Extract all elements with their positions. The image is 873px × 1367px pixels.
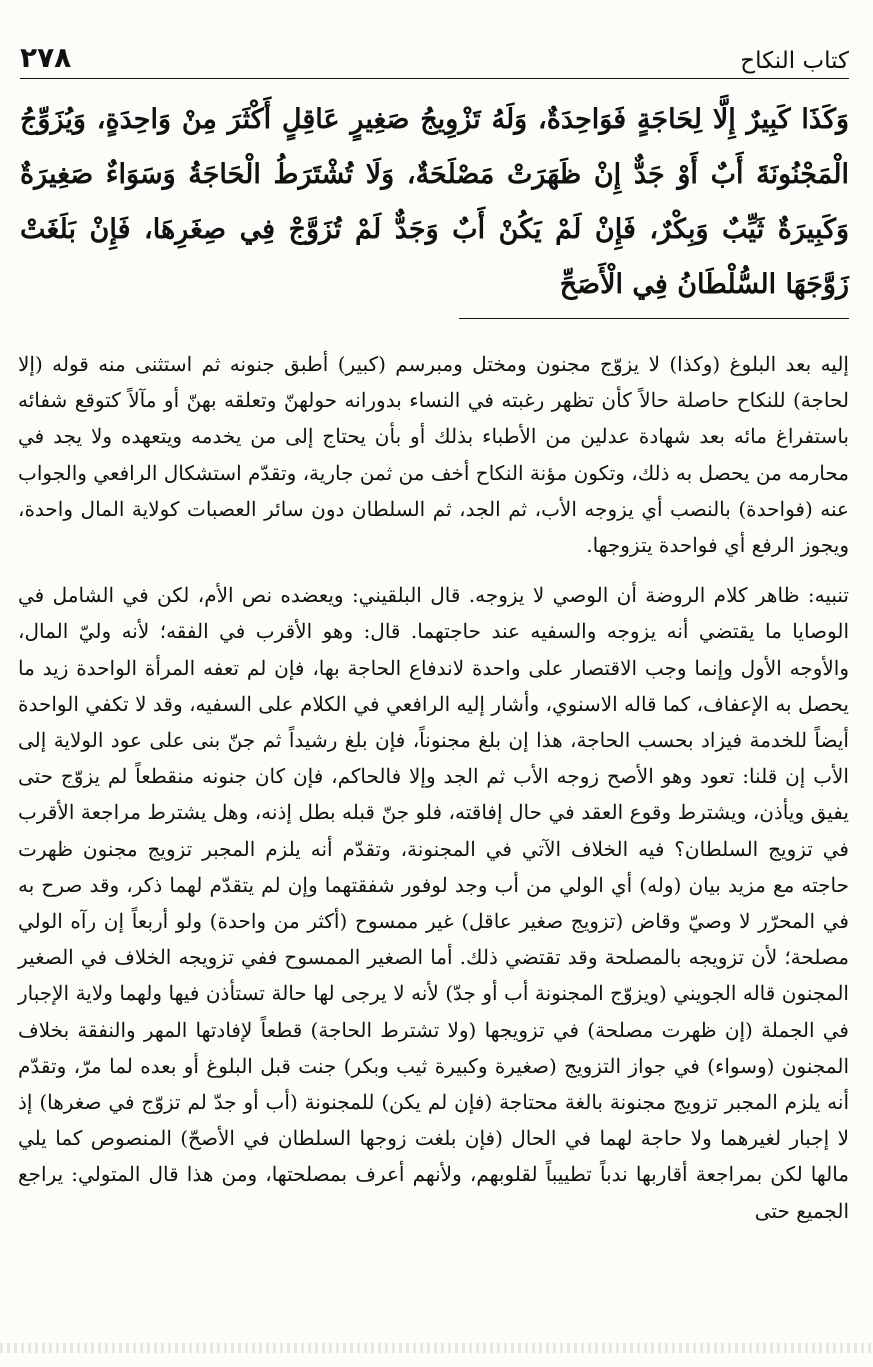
commentary (18, 346, 849, 1229)
page-header (20, 34, 849, 79)
book-title: كتاب النكاح (740, 48, 849, 74)
main-text-paragraph: وَكَذَا كَبِيرٌ إِلَّا لِحَاجَةٍ فَوَاحِدَةٌ، وَلَهُ تَزْوِيجُ صَغِيرٍ عَاقِلٍ أَكْثَرَ مِنْ وَاحِدَةٍ، وَيُزَوِّجُ الْمَجْنُونَةَ أَبٌ أَوْ جَدٌّ إِنْ ظَهَرَتْ مَصْلَحَةٌ، وَلَا تُشْتَرَطُ الْحَاجَةُ وَسَوَاءٌ صَغِيرَةٌ وَكَبِيرَةٌ ثَيِّبٌ وَبِكْرٌ، فَإِنْ لَمْ يَكُنْ أَبٌ وَجَدٌّ لَمْ تُزَوَّجْ فِي صِغَرِهَا، فَإِنْ بَلَغَتْ زَوَّجَهَا السُّلْطَانُ فِي الْأَصَحِّ (20, 104, 849, 300)
separator-rule (459, 318, 849, 319)
scan-edge-noise (0, 1343, 873, 1353)
main-text (20, 92, 849, 312)
commentary-paragraph-1: إليه بعد البلوغ (وكذا) لا يزوّج مجنون ومختل ومبرسم (كبير) أطبق جنونه ثم استثنى منه قوله (إلا لحاجة) للنكاح حاصلة حالاً كأن تظهر رغبته في النساء بدورانه حولهنّ وتعلقه بهنّ أو مآلاً كتوقع شفائه باستفراغ مائه بعد شهادة عدلين من الأطباء بذلك أو بأن يحتاج إلى من يخدمه ويتعهده ولا يجد في محارمه من يحصل به ذلك، وتكون مؤنة النكاح أخف من ثمن جارية، وتقدّم استشكال الرافعي والجواب عنه (فواحدة) بالنصب أي يزوجه الأب، ثم الجد، ثم السلطان دون سائر العصبات كولاية المال واحدة، ويجوز الرفع أي فواحدة يتزوجها. (18, 352, 849, 558)
commentary-paragraph-2: تنبيه: ظاهر كلام الروضة أن الوصي لا يزوجه. قال البلقيني: ويعضده نص الأم، لكن في الشامل في الوصايا ما يقتضي أنه يزوجه والسفيه عند حاجتهما. قال: وهو الأقرب في الفقه؛ لأنه وليّ المال، والأوجه الأول وإنما وجب الاقتصار على واحدة لاندفاع الحاجة بها، فإن لم تعفه المرأة الواحدة زيد ما يحصل به الإعفاف، كما قاله الاسنوي، وأشار إليه الرافعي في الكلام على السفيه، وقد لا تكفي الواحدة أيضاً للخدمة فيزاد بحسب الحاجة، هذا إن بلغ مجنوناً، فإن بلغ رشيداً ثم جنّ بنى على عود الولاية إلى الأب إن قلنا: تعود وهو الأصح زوجه الأب ثم الجد وإلا فالحاكم، فإن كان جنونه منقطعاً لم يزوّج حتى يفيق ويأذن، ويشترط وقوع العقد في حال إفاقته، فلو جنّ قبله بطل إذنه، وهل يشترط مراجعة الأقرب في تزويج السلطان؟ فيه الخلاف الآتي في المجنونة، وتقدّم أنه يلزم المجبر تزويج مجنون ظهرت حاجته مع مزيد بيان (وله) أي الولي من أب وجد لوفور شفقتهما وإن لم يتقدّم لهما ذكر، وقد صرح به في المحرّر لا وصيّ وقاض (تزويج صغير عاقل) غير ممسوح (أكثر من واحدة) ولو أربعاً إن رآه الولي مصلحة؛ لأن تزويجه بالمصلحة وقد تقتضي ذلك. أما الصغير الممسوح ففي تزويجه الخلاف في الصغير المجنون قاله الجويني (ويزوّج المجنونة أب أو جدّ) لأنه لا يرجى لها حالة تستأذن فيها ولهما ولاية الإجبار في الجملة (إن ظهرت مصلحة) في تزويجها (ولا تشترط الحاجة) قطعاً لإفادتها المهر والنفقة بخلاف المجنون (وسواء) في جواز التزويج (صغيرة وكبيرة ثيب وبكر) جنت قبل البلوغ أو بعده لما مرّ، وتقدّم أنه يلزم المجبر تزويج مجنونة بالغة محتاجة (فإن لم يكن) للمجنونة (أب أو جدّ لم تزوّج في صغرها) إذ لا إجبار لغيرهما ولا حاجة لهما في الحال (فإن بلغت زوجها السلطان في الأصحّ) المنصوص كما يلي مالها لكن بمراجعة أقاربها ندباً تطييباً لقلوبهم، ولأنهم أعرف بمصلحتها، ومن هذا قال المتولي: يراجع الجميع حتى (18, 583, 850, 1223)
page-number: ٢٧٨ (20, 41, 72, 74)
